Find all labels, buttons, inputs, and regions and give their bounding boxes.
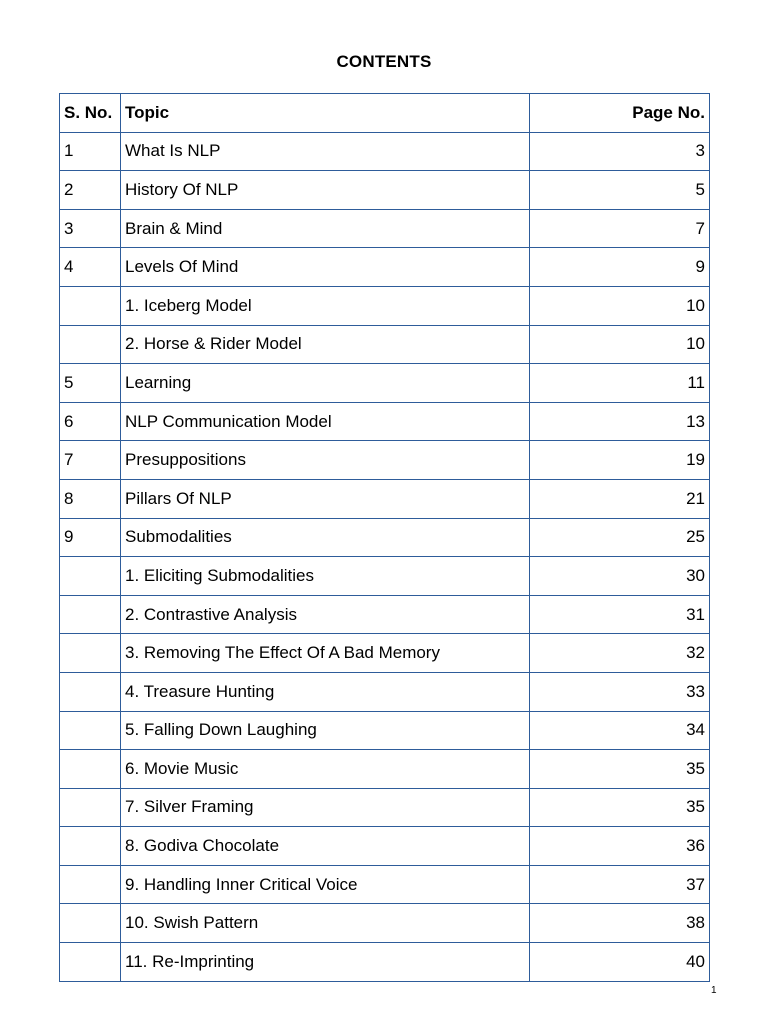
table-row: [60, 518, 710, 557]
row-page-number: 10: [530, 286, 710, 325]
table-row: [60, 904, 710, 943]
header-page-number: Page No.: [530, 94, 710, 133]
row-topic: 10. Swish Pattern: [121, 904, 530, 943]
row-topic: 5. Falling Down Laughing: [121, 711, 530, 750]
row-page-number: 33: [530, 672, 710, 711]
table-row: [60, 595, 710, 634]
row-serial-number: [60, 325, 121, 364]
row-topic: Brain & Mind: [121, 209, 530, 248]
header-serial-number: S. No.: [60, 94, 121, 133]
row-page-number: 36: [530, 827, 710, 866]
row-topic: Pillars Of NLP: [121, 479, 530, 518]
table-row: [60, 557, 710, 596]
row-page-number: 3: [530, 132, 710, 171]
table-row: [60, 634, 710, 673]
table-row: [60, 788, 710, 827]
table-row: [60, 943, 710, 982]
row-page-number: 38: [530, 904, 710, 943]
table-row: [60, 132, 710, 171]
table-header-row: [60, 94, 710, 133]
row-serial-number: [60, 595, 121, 634]
row-page-number: 31: [530, 595, 710, 634]
row-serial-number: 9: [60, 518, 121, 557]
row-topic: 7. Silver Framing: [121, 788, 530, 827]
row-serial-number: [60, 904, 121, 943]
row-serial-number: [60, 672, 121, 711]
row-serial-number: 3: [60, 209, 121, 248]
row-page-number: 19: [530, 441, 710, 480]
table-row: [60, 750, 710, 789]
table-row: [60, 672, 710, 711]
page-title: CONTENTS: [336, 52, 432, 71]
row-serial-number: [60, 827, 121, 866]
row-page-number: 5: [530, 171, 710, 210]
row-serial-number: 8: [60, 479, 121, 518]
row-topic: NLP Communication Model: [121, 402, 530, 441]
table-row: [60, 402, 710, 441]
table-row: [60, 171, 710, 210]
row-page-number: 11: [530, 364, 710, 403]
contents-table: [59, 93, 710, 982]
row-topic: Learning: [121, 364, 530, 403]
row-topic: History Of NLP: [121, 171, 530, 210]
row-serial-number: 2: [60, 171, 121, 210]
table-row: [60, 711, 710, 750]
row-serial-number: [60, 557, 121, 596]
row-topic: 8. Godiva Chocolate: [121, 827, 530, 866]
page-number: 1: [711, 985, 717, 996]
table-row: [60, 441, 710, 480]
row-topic: 1. Eliciting Submodalities: [121, 557, 530, 596]
table-row: [60, 827, 710, 866]
row-topic: 2. Horse & Rider Model: [121, 325, 530, 364]
row-topic: Levels Of Mind: [121, 248, 530, 287]
row-topic: 2. Contrastive Analysis: [121, 595, 530, 634]
row-topic: 11. Re-Imprinting: [121, 943, 530, 982]
row-page-number: 32: [530, 634, 710, 673]
row-serial-number: [60, 788, 121, 827]
row-topic: 1. Iceberg Model: [121, 286, 530, 325]
row-topic: 6. Movie Music: [121, 750, 530, 789]
row-page-number: 40: [530, 943, 710, 982]
row-page-number: 21: [530, 479, 710, 518]
table-row: [60, 364, 710, 403]
table-row: [60, 248, 710, 287]
row-topic: 4. Treasure Hunting: [121, 672, 530, 711]
row-page-number: 35: [530, 750, 710, 789]
row-serial-number: [60, 865, 121, 904]
row-page-number: 35: [530, 788, 710, 827]
table-row: [60, 209, 710, 248]
row-page-number: 30: [530, 557, 710, 596]
row-page-number: 25: [530, 518, 710, 557]
header-topic: Topic: [121, 94, 530, 133]
row-page-number: 37: [530, 865, 710, 904]
table-row: [60, 865, 710, 904]
row-page-number: 13: [530, 402, 710, 441]
row-serial-number: 6: [60, 402, 121, 441]
row-serial-number: [60, 943, 121, 982]
row-topic: Presuppositions: [121, 441, 530, 480]
row-page-number: 10: [530, 325, 710, 364]
table-row: [60, 479, 710, 518]
row-serial-number: [60, 711, 121, 750]
row-serial-number: 4: [60, 248, 121, 287]
row-serial-number: 1: [60, 132, 121, 171]
row-topic: 3. Removing The Effect Of A Bad Memory: [121, 634, 530, 673]
row-serial-number: [60, 750, 121, 789]
row-topic: Submodalities: [121, 518, 530, 557]
row-page-number: 9: [530, 248, 710, 287]
row-page-number: 34: [530, 711, 710, 750]
table-row: [60, 286, 710, 325]
row-topic: What Is NLP: [121, 132, 530, 171]
row-serial-number: 7: [60, 441, 121, 480]
row-topic: 9. Handling Inner Critical Voice: [121, 865, 530, 904]
row-serial-number: [60, 286, 121, 325]
table-row: [60, 325, 710, 364]
row-serial-number: 5: [60, 364, 121, 403]
row-serial-number: [60, 634, 121, 673]
row-page-number: 7: [530, 209, 710, 248]
